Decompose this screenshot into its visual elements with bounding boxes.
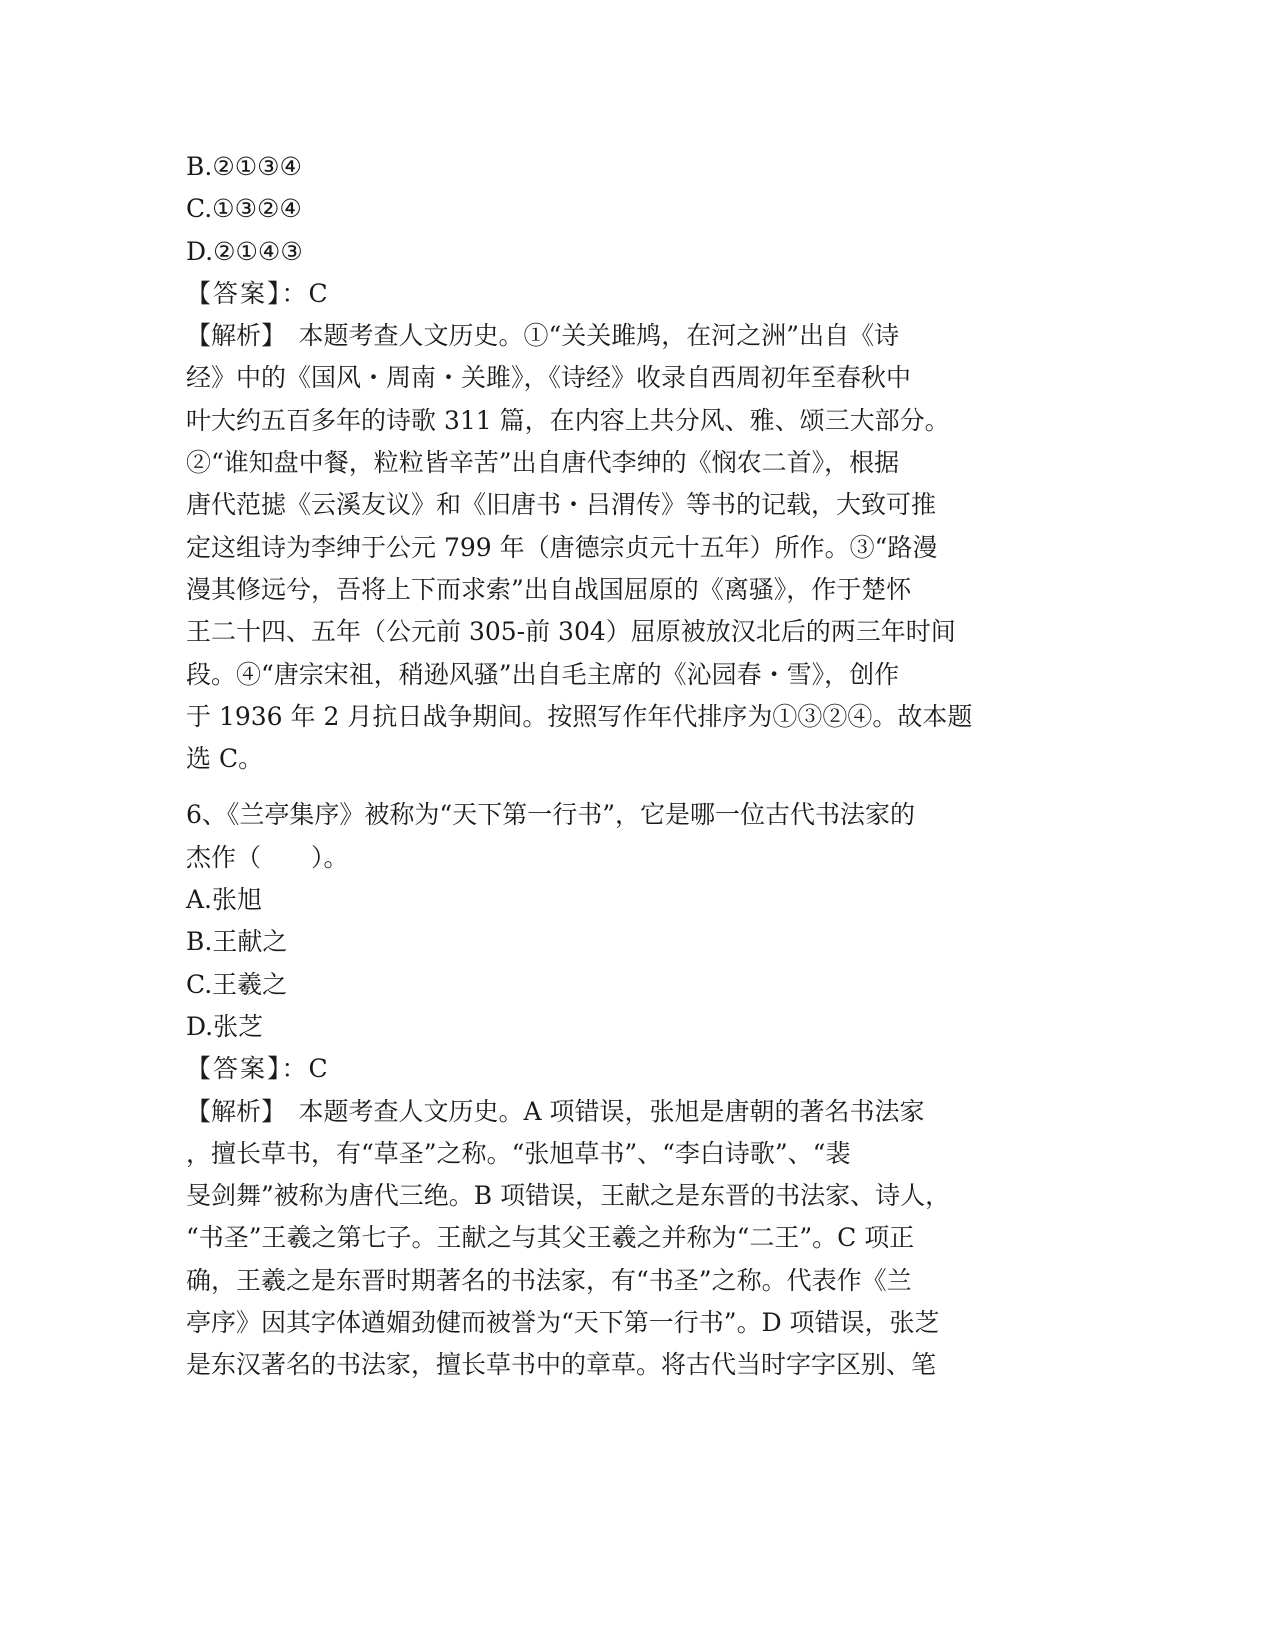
analysis-line: 叶大约五百多年的诗歌 311 篇，在内容上共分风、雅、颂三大部分。 <box>186 405 950 435</box>
analysis-line: 是东汉著名的书法家，擅长草书中的章草。将古代当时字字区别、笔 <box>186 1350 937 1380</box>
option-b: B.②①③④ <box>186 152 302 181</box>
analysis-line: ，擅长草书，有“草圣”之称。“张旭草书”、“李白诗歌”、“裴 <box>186 1138 851 1168</box>
analysis-line: ②“谁知盘中餐，粒粒皆辛苦”出自唐代李绅的《悯农二首》，根据 <box>186 448 900 478</box>
analysis-line: 漫其修远兮，吾将上下而求索”出自战国屈原的《离骚》，作于楚怀 <box>186 574 912 604</box>
option-b: B.王献之 <box>186 927 288 957</box>
analysis-line: 于 1936 年 2 月抗日战争期间。按照写作年代排序为①③②④。故本题 <box>186 701 973 731</box>
analysis-line: 选 C。 <box>186 744 264 774</box>
analysis-line: 段。④“唐宗宋祖，稍逊风骚”出自毛主席的《沁园春・雪》，创作 <box>186 659 900 689</box>
analysis-line: “书圣”王羲之第七子。王献之与其父王羲之并称为“二王”。C 项正 <box>186 1223 915 1253</box>
analysis-line: 定这组诗为李绅于公元 799 年（唐德宗贞元十五年）所作。③“路漫 <box>186 532 938 562</box>
analysis-line: 【解析】 本题考查人文历史。A 项错误，张旭是唐朝的著名书法家 <box>186 1096 925 1126</box>
question-6-analysis <box>186 1091 1086 1387</box>
question-5-answer: 【答案】：C <box>186 278 330 308</box>
question-5-analysis <box>186 315 1086 780</box>
question-6-options <box>186 879 1086 1048</box>
analysis-line: 王二十四、五年（公元前 305-前 304）屈原被放汉北后的两三年时间 <box>186 617 956 647</box>
option-a: A.张旭 <box>186 885 263 915</box>
question-5-options <box>186 146 1086 273</box>
option-c: C.①③②④ <box>186 194 302 224</box>
analysis-line: 经》中的《国风・周南・关雎》，《诗经》收录自西周初年至春秋中 <box>186 363 912 393</box>
analysis-line: 【解析】 本题考查人文历史。①“关关雎鸠，在河之洲”出自《诗 <box>186 321 900 351</box>
option-d: D.②①④③ <box>186 236 303 266</box>
option-d: D.张芝 <box>186 1011 264 1041</box>
question-stem-line: 6、《兰亭集序》被称为“天下第一行书”，它是哪一位古代书法家的 <box>186 800 915 830</box>
page-content <box>186 146 1086 1387</box>
analysis-line: 亭序》因其字体遒媚劲健而被誉为“天下第一行书”。D 项错误，张芝 <box>186 1308 940 1338</box>
question-separator <box>186 780 1086 794</box>
analysis-line: 旻剑舞”被称为唐代三绝。B 项错误，王献之是东晋的书法家、诗人， <box>186 1181 951 1211</box>
option-c: C.王羲之 <box>186 969 288 999</box>
analysis-line: 唐代范摅《云溪友议》和《旧唐书・吕渭传》等书的记载，大致可推 <box>186 490 937 520</box>
analysis-line: 确，王羲之是东晋时期著名的书法家，有“书圣”之称。代表作《兰 <box>186 1265 912 1295</box>
question-stem-line: 杰作（ ）。 <box>186 842 349 872</box>
question-6-answer: 【答案】：C <box>186 1054 330 1084</box>
question-6-stem <box>186 794 1086 879</box>
